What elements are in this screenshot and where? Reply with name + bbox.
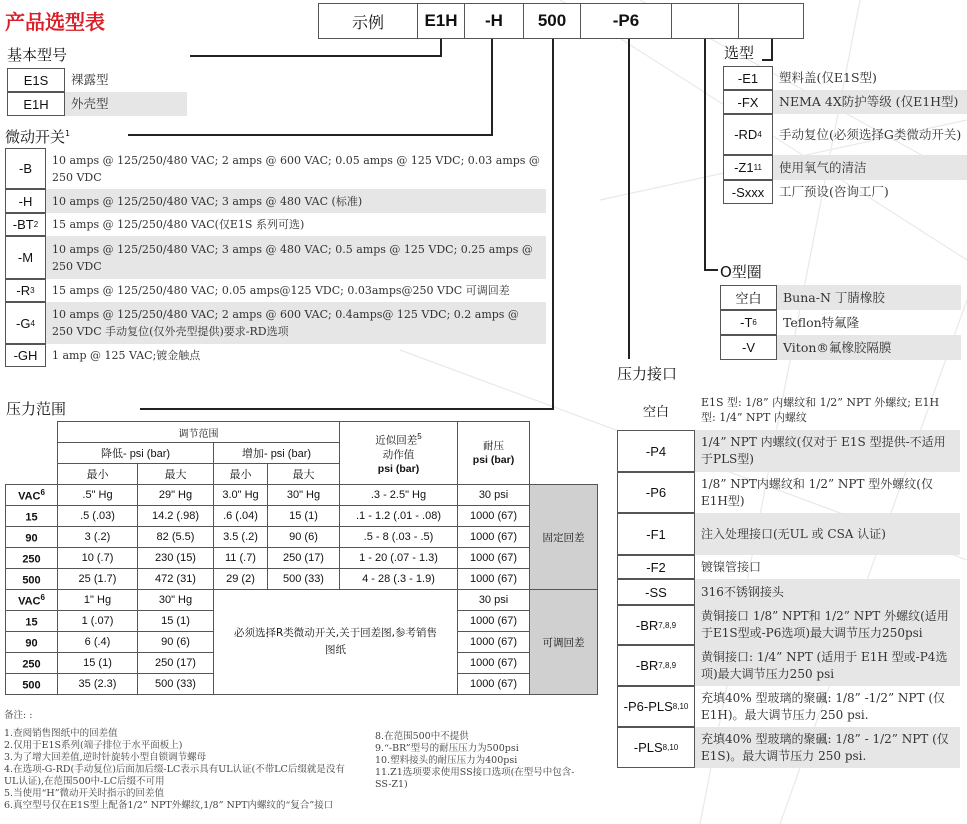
switch-code-sup: 2 bbox=[33, 220, 39, 229]
oring-code-sup: 6 bbox=[752, 318, 757, 327]
port-desc: 黄铜接口 1/8” NPT和 1/2” NPT 外螺纹(适用于E1S型或-P6选项)最大调节压力250psi bbox=[695, 605, 960, 645]
range-cell: .5 - 8 (.03 - .5) bbox=[340, 527, 458, 548]
switch-code-text: -H bbox=[18, 193, 33, 209]
range-label-text: 15 bbox=[25, 616, 38, 629]
options-code-text: -E1 bbox=[737, 70, 759, 86]
switch-desc: 1 amp @ 125 VAC;镀金触点 bbox=[52, 349, 201, 362]
adjustable-deadband-label: 可调回差 bbox=[530, 590, 598, 695]
max-header: 最大 bbox=[268, 464, 340, 485]
note-item: 4.在选项-G-RD(手动复位)后面加后缀-LC表示具有UL认证(不带LC后缀就是没有UL认证),在范围500中-LC后缀不可用 bbox=[4, 764, 345, 787]
range-label bbox=[6, 485, 58, 506]
options-code-text: -Z1 bbox=[734, 160, 754, 175]
port-item bbox=[617, 727, 960, 768]
basic-model-title: 基本型号 bbox=[7, 46, 68, 64]
port-code bbox=[617, 430, 695, 472]
adj-range-header: 调节范围 bbox=[58, 422, 340, 443]
switch-code bbox=[5, 148, 46, 189]
port-desc: 1/8” NPT内螺纹和 1/2” NPT 型外螺纹(仅E1H型) bbox=[701, 476, 933, 508]
range-row bbox=[6, 506, 598, 527]
port-code-text: -SS bbox=[645, 584, 667, 600]
range-cell: 30" Hg bbox=[138, 590, 214, 611]
note-item: 9.“-BR”型号的耐压压力为500psi bbox=[375, 743, 519, 754]
range-label bbox=[6, 653, 58, 674]
switch-desc: 10 amps @ 125/250/480 VAC; 2 amps @ 600 VAC; 0.4amps@ 125 VDC; 0.2 amps @ 250 VDC 手动复位(仅外壳型提供)要求-RD选项 bbox=[46, 302, 546, 344]
pressure-range-table bbox=[5, 421, 598, 695]
port-code-text: -P6 bbox=[645, 485, 667, 500]
port-item bbox=[617, 686, 960, 727]
range-label-text: VAC bbox=[18, 595, 41, 608]
note-item: 8.在范围500中不提供 bbox=[375, 731, 469, 742]
options-item bbox=[723, 114, 967, 155]
range-cell: .5" Hg bbox=[58, 485, 138, 506]
range-row bbox=[6, 569, 598, 590]
note-item: 10.塑料接头的耐压压力为400psi bbox=[375, 755, 518, 766]
switch-item bbox=[5, 189, 546, 213]
oring-title: O型圈 bbox=[720, 263, 762, 281]
range-cell: 15 (1) bbox=[138, 611, 214, 632]
range-cell: 3.5 (.2) bbox=[214, 527, 268, 548]
port-blank bbox=[617, 393, 960, 427]
note-item: 5.当使用“H”微动开关时指示的回差值 bbox=[4, 788, 165, 799]
switch-desc: 10 amps @ 125/250/480 VAC; 3 amps @ 480 VAC (标准) bbox=[46, 189, 546, 213]
range-cell: 30 psi bbox=[458, 590, 530, 611]
options-code-text: -FX bbox=[737, 94, 759, 110]
max-header: 最大 bbox=[138, 464, 214, 485]
range-cell: 1000 (67) bbox=[458, 548, 530, 569]
port-desc: 黄铜接口: 1/4” NPT (适用于 E1H 型或-P4选项)最大调节压力250 psi bbox=[695, 645, 960, 686]
note-item: 6.真空型号仅在E1S型上配备1/2” NPT外螺纹,1/8” NPT内螺纹的“复合”接口 bbox=[4, 800, 334, 811]
switch-code-text: -G bbox=[16, 315, 31, 331]
port-blank-desc: E1S 型: 1/8” 内螺纹和 1/2” NPT 外螺纹; E1H 型: 1/4” NPT 内螺纹 bbox=[701, 396, 940, 424]
example-code-range: 500 bbox=[523, 3, 581, 39]
port-code-text: -P4 bbox=[645, 443, 667, 459]
range-label bbox=[6, 632, 58, 653]
note-item: 3.为了增大回差值,逆时针旋转小型自锁调节螺母 bbox=[4, 752, 207, 763]
switch-code bbox=[5, 189, 46, 213]
switch-code bbox=[5, 213, 46, 236]
range-cell: .1 - 1.2 (.01 - .08) bbox=[340, 506, 458, 527]
range-cell: 1000 (67) bbox=[458, 506, 530, 527]
range-label bbox=[6, 527, 58, 548]
oring-code-text: -T bbox=[740, 315, 753, 330]
options-desc: NEMA 4X防护等级 (仅E1H型) bbox=[773, 90, 967, 114]
adjustable-note: 必须选择R类微动开关,关于回差图,参考销售图纸 bbox=[214, 590, 458, 695]
range-cell: 4 - 28 (.3 - 1.9) bbox=[340, 569, 458, 590]
oring-code-text: 空白 bbox=[735, 291, 762, 306]
switch-code bbox=[5, 236, 46, 279]
port-title: 压力接口 bbox=[617, 365, 678, 383]
port-item bbox=[617, 555, 960, 579]
range-cell: 30 psi bbox=[458, 485, 530, 506]
range-cell: 14.2 (.98) bbox=[138, 506, 214, 527]
range-label bbox=[6, 611, 58, 632]
switch-item bbox=[5, 148, 546, 189]
options-code bbox=[723, 180, 773, 204]
range-row bbox=[6, 527, 598, 548]
options-desc: 工厂预设(咨询工厂) bbox=[779, 184, 889, 199]
notes-title: 备注: : bbox=[4, 710, 33, 721]
min-header: 最小 bbox=[58, 464, 138, 485]
range-row bbox=[6, 485, 598, 506]
oring-item bbox=[720, 310, 961, 335]
options-item bbox=[723, 180, 967, 204]
range-cell: 3.0" Hg bbox=[214, 485, 268, 506]
note-item: 2.仅用于E1S系列(端子排位于水平面板上) bbox=[4, 740, 183, 751]
basic-desc: 外壳型 bbox=[65, 92, 187, 116]
range-label bbox=[6, 548, 58, 569]
range-label bbox=[6, 569, 58, 590]
switch-code bbox=[5, 344, 46, 367]
port-item bbox=[617, 472, 960, 513]
range-cell: 10 (.7) bbox=[58, 548, 138, 569]
port-code-sup: 7,8,9 bbox=[658, 620, 677, 630]
range-cell: 90 (6) bbox=[138, 632, 214, 653]
options-title: 选型 bbox=[724, 44, 755, 62]
range-cell: 30" Hg bbox=[268, 485, 340, 506]
oring-desc: Buna-N 丁腈橡胶 bbox=[777, 285, 961, 310]
range-row bbox=[6, 590, 598, 611]
port-code bbox=[617, 513, 695, 555]
range-cell: 3 (.2) bbox=[58, 527, 138, 548]
range-cell: 1000 (67) bbox=[458, 611, 530, 632]
oring-code bbox=[720, 285, 777, 310]
range-cell: 6 (.4) bbox=[58, 632, 138, 653]
range-label-sup: 6 bbox=[40, 487, 45, 497]
port-code bbox=[617, 727, 695, 768]
options-item bbox=[723, 155, 967, 180]
range-cell: 472 (31) bbox=[138, 569, 214, 590]
port-desc: 316不锈钢接头 bbox=[695, 579, 960, 605]
range-cell: .3 - 2.5" Hg bbox=[340, 485, 458, 506]
oring-item bbox=[720, 285, 961, 310]
min-header: 最小 bbox=[214, 464, 268, 485]
range-label bbox=[6, 590, 58, 611]
range-cell: 1" Hg bbox=[58, 590, 138, 611]
range-title: 压力范围 bbox=[6, 400, 67, 418]
switch-code-text: -BT bbox=[12, 217, 34, 232]
switch-code bbox=[5, 302, 46, 344]
example-code-oring bbox=[671, 3, 739, 39]
options-code bbox=[723, 155, 773, 180]
switch-title: 微动开关$^1$ bbox=[5, 128, 71, 146]
options-item bbox=[723, 90, 967, 114]
range-label bbox=[6, 674, 58, 695]
range-cell: 15 (1) bbox=[58, 653, 138, 674]
range-cell: 1000 (67) bbox=[458, 674, 530, 695]
fixed-deadband-label: 固定回差 bbox=[530, 485, 598, 590]
range-cell: .6 (.04) bbox=[214, 506, 268, 527]
port-desc: 注入处理接口(无UL 或 CSA 认证) bbox=[695, 513, 960, 555]
port-code bbox=[617, 472, 695, 513]
switch-desc: 10 amps @ 125/250/480 VAC; 2 amps @ 600 VAC; 0.05 amps @ 125 VDC; 0.03 amps @ 250 VDC bbox=[52, 153, 540, 184]
range-cell: 82 (5.5) bbox=[138, 527, 214, 548]
basic-item bbox=[7, 68, 187, 92]
options-desc: 使用氧气的清洁 bbox=[773, 155, 967, 180]
port-desc: 镀镍管接口 bbox=[701, 559, 762, 574]
switch-code-text: -R bbox=[16, 283, 31, 298]
notes-right bbox=[375, 731, 575, 791]
example-code-port: -P6 bbox=[580, 3, 672, 39]
basic-item bbox=[7, 92, 187, 116]
range-label-text: 90 bbox=[25, 532, 38, 545]
switch-desc: 15 amps @ 125/250/480 VAC; 0.05 amps@125 VDC; 0.03amps@250 VDC 可调回差 bbox=[52, 284, 510, 297]
port-code-text: -P6-PLS bbox=[623, 699, 673, 714]
switch-code-sup: 4 bbox=[30, 318, 35, 328]
switch-code-sup: 3 bbox=[30, 286, 35, 295]
range-cell: 1000 (67) bbox=[458, 569, 530, 590]
range-label bbox=[6, 506, 58, 527]
example-code-options bbox=[738, 3, 804, 39]
port-code-text: -BR bbox=[635, 658, 659, 673]
example-label: 示例 bbox=[318, 3, 418, 39]
options-code bbox=[723, 66, 773, 90]
port-blank-code: 空白 bbox=[617, 393, 695, 427]
port-desc: 1/4” NPT 内螺纹(仅对于 E1S 型提供-不适用于PLS型) bbox=[695, 430, 960, 472]
basic-code: E1H bbox=[7, 92, 65, 116]
port-item bbox=[617, 579, 960, 605]
range-label-text: 250 bbox=[22, 658, 41, 671]
oring-code-text: -V bbox=[742, 340, 755, 355]
port-item bbox=[617, 430, 960, 472]
range-cell: 250 (17) bbox=[138, 653, 214, 674]
range-cell: 29 (2) bbox=[214, 569, 268, 590]
basic-code: E1S bbox=[7, 68, 65, 92]
proof-header: 耐压 psi (bar) bbox=[458, 422, 530, 485]
range-cell: 1000 (67) bbox=[458, 527, 530, 548]
range-cell: 90 (6) bbox=[268, 527, 340, 548]
range-cell: 230 (15) bbox=[138, 548, 214, 569]
oring-desc: Teflon特氟隆 bbox=[783, 314, 860, 330]
switch-desc: 15 amps @ 125/250/480 VAC(仅E1S 系列可选) bbox=[52, 218, 305, 231]
switch-code bbox=[5, 279, 46, 302]
port-code-text: -F2 bbox=[646, 559, 666, 575]
options-code-text: -Sxxx bbox=[731, 184, 765, 200]
port-code-sup: 7,8,9 bbox=[658, 661, 677, 670]
range-cell: .5 (.03) bbox=[58, 506, 138, 527]
switch-item bbox=[5, 213, 546, 236]
range-label-text: 500 bbox=[22, 574, 41, 587]
range-cell: 500 (33) bbox=[138, 674, 214, 695]
range-label-text: 90 bbox=[25, 637, 38, 650]
port-code-text: -F1 bbox=[646, 526, 666, 542]
range-label-text: 15 bbox=[25, 511, 38, 524]
range-label-text: 500 bbox=[22, 679, 41, 692]
range-row bbox=[6, 548, 598, 569]
switch-item bbox=[5, 344, 546, 367]
switch-code-text: -GH bbox=[13, 348, 38, 363]
range-cell: 250 (17) bbox=[268, 548, 340, 569]
port-desc: 充填40% 型玻璃的聚碸: 1/8” - 1/2” NPT (仅E1S)。最大调节压力 250 psi. bbox=[695, 727, 960, 768]
range-cell: 11 (.7) bbox=[214, 548, 268, 569]
decrease-header: 降低- psi (bar) bbox=[58, 443, 214, 464]
oring-code bbox=[720, 335, 777, 360]
range-cell: 35 (2.3) bbox=[58, 674, 138, 695]
range-cell: 1 (.07) bbox=[58, 611, 138, 632]
port-desc: 充填40% 型玻璃的聚碸: 1/8” -1/2” NPT (仅E1H)。最大调节压力 250 psi. bbox=[701, 690, 945, 722]
port-code-sup: 8,10 bbox=[662, 743, 679, 752]
switch-item bbox=[5, 279, 546, 302]
page-title: 产品选型表 bbox=[5, 10, 105, 34]
range-cell: 1000 (67) bbox=[458, 632, 530, 653]
range-cell: 15 (1) bbox=[268, 506, 340, 527]
port-item bbox=[617, 605, 960, 645]
note-item: 11.Z1选项要求使用SS接口选项(在型号中包含-SS-Z1) bbox=[375, 767, 575, 790]
range-cell: 500 (33) bbox=[268, 569, 340, 590]
port-code bbox=[617, 555, 695, 579]
options-desc: 手动复位(必须选择G类微动开关) bbox=[779, 126, 962, 142]
notes-left bbox=[4, 710, 359, 812]
switch-item bbox=[5, 236, 546, 279]
port-code-text: -PLS bbox=[633, 740, 663, 755]
example-code-switch: -H bbox=[464, 3, 524, 39]
port-item bbox=[617, 513, 960, 555]
port-code bbox=[617, 686, 695, 727]
range-cell: 1000 (67) bbox=[458, 653, 530, 674]
range-cell: 29" Hg bbox=[138, 485, 214, 506]
range-cell: 25 (1.7) bbox=[58, 569, 138, 590]
range-label-text: 250 bbox=[22, 553, 41, 566]
note-item: 1.查阅销售图纸中的回差值 bbox=[4, 728, 118, 739]
range-label-sup: 6 bbox=[40, 592, 45, 602]
switch-code-text: -B bbox=[19, 161, 32, 176]
options-code-sup: 11 bbox=[753, 163, 762, 172]
options-code bbox=[723, 114, 773, 155]
options-code-text: -RD bbox=[734, 127, 758, 142]
port-code bbox=[617, 605, 695, 645]
port-code bbox=[617, 579, 695, 605]
range-cell: 1 - 20 (.07 - 1.3) bbox=[340, 548, 458, 569]
range-label-text: VAC bbox=[18, 490, 41, 503]
port-code-sup: 8,10 bbox=[672, 702, 689, 711]
basic-desc: 裸露型 bbox=[71, 72, 109, 87]
options-desc: 塑料盖(仅E1S型) bbox=[779, 70, 877, 85]
options-item bbox=[723, 66, 967, 90]
deadband-header: 近似回差$^5$ 动作值 psi (bar) bbox=[340, 422, 458, 485]
switch-code-text: -M bbox=[17, 250, 34, 265]
options-code-sup: 4 bbox=[757, 130, 762, 139]
example-code-basic: E1H bbox=[417, 3, 465, 39]
port-code bbox=[617, 645, 695, 686]
switch-desc: 10 amps @ 125/250/480 VAC; 3 amps @ 480 VAC; 0.5 amps @ 125 VDC; 0.25 amps @ 250 VDC bbox=[46, 236, 546, 279]
port-code-text: -BR bbox=[635, 617, 659, 633]
options-code bbox=[723, 90, 773, 114]
oring-code bbox=[720, 310, 777, 335]
oring-item bbox=[720, 335, 961, 360]
switch-item bbox=[5, 302, 546, 344]
oring-desc: Viton®氟橡胶隔膜 bbox=[777, 335, 961, 360]
increase-header: 增加- psi (bar) bbox=[214, 443, 340, 464]
port-item bbox=[617, 645, 960, 686]
